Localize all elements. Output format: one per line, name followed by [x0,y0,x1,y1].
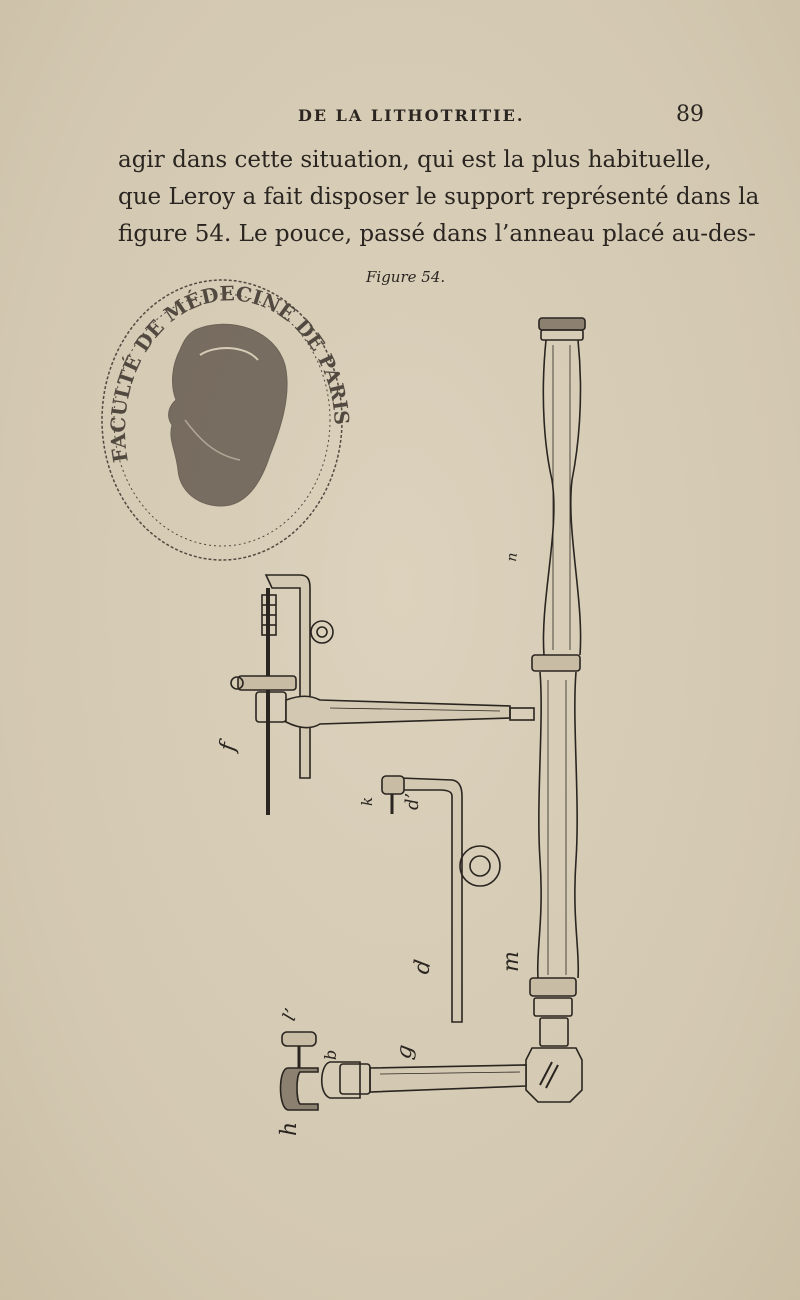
label-k: k [358,796,376,806]
stamp-text: FACULTÉ DE MÉDECINE DE PARIS [105,281,355,465]
label-n: n [504,551,521,563]
label-d-prime: d’ [402,792,423,810]
label-l: l’ [278,1005,303,1024]
body-line: que Leroy a fait disposer le support représenté dans la [118,184,760,210]
label-d: d [409,957,437,977]
running-title: DE LA LITHOTRITIE. [298,106,525,125]
label-b: b [321,1049,340,1060]
middle-support-piece [382,776,500,1022]
body-line: agir dans cette situation, qui est la plus habituelle, [118,147,712,173]
label-g: g [391,1042,419,1062]
body-line: figure 54. Le pouce, passé dans l’anneau placé au-des- [118,221,756,247]
figure-caption: Figure 54. [366,268,446,286]
label-h: h [277,1121,302,1136]
label-m: m [499,951,524,972]
figure-letters [215,552,524,1136]
label-f: f [215,740,242,754]
page-number: 89 [676,102,704,127]
library-stamp [102,280,354,560]
